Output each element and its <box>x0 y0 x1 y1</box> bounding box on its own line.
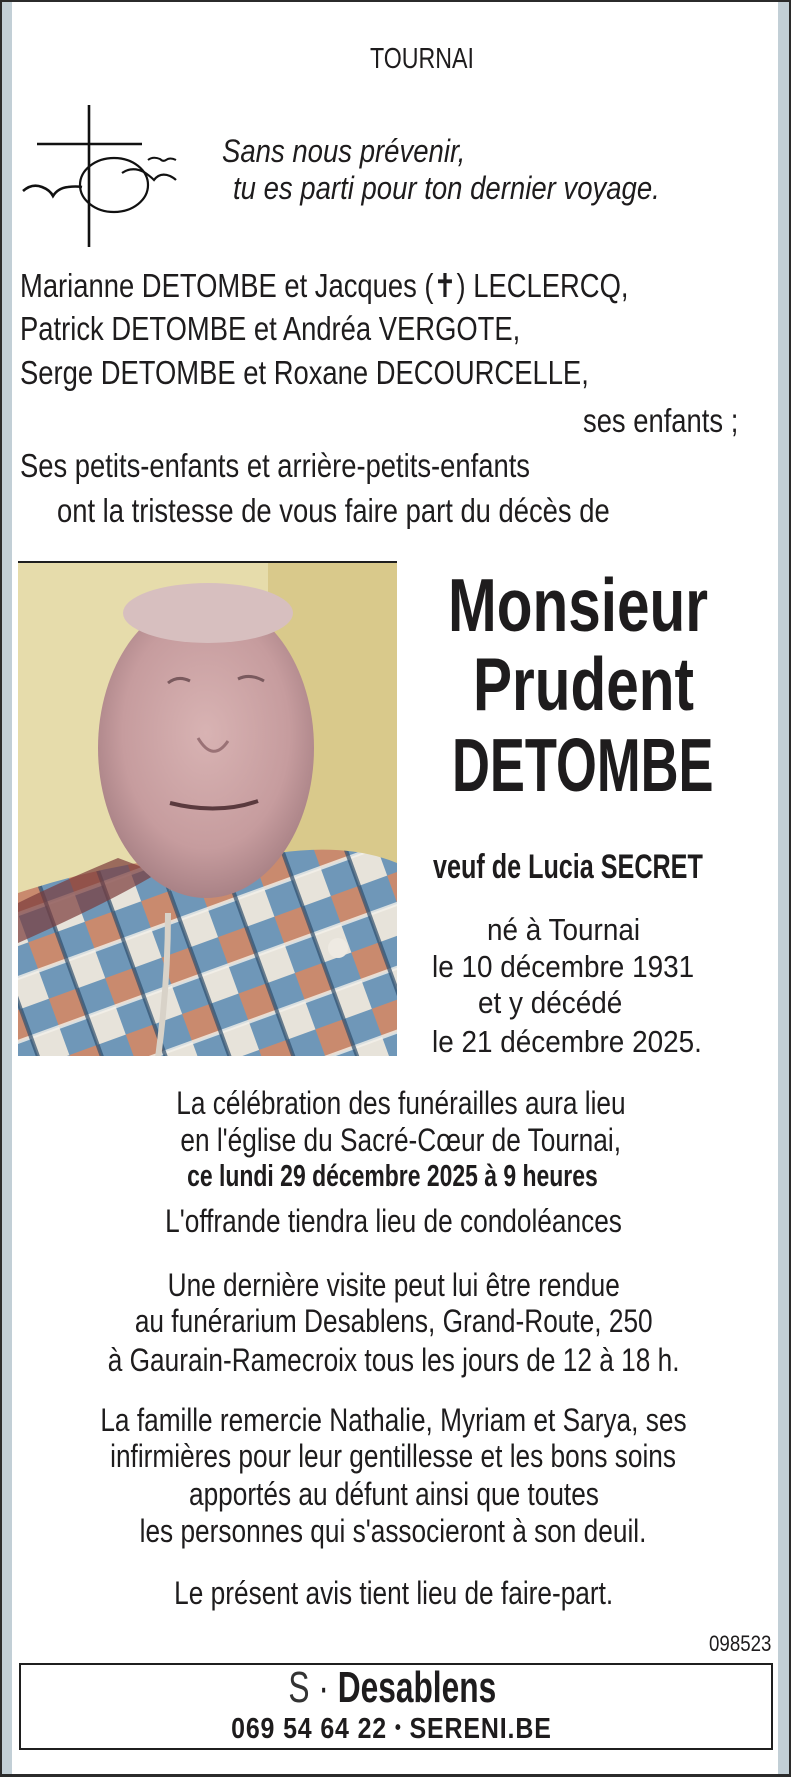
widow-of: veuf de Lucia SECRET <box>433 848 703 886</box>
funeral-home-contact <box>0 1715 787 1744</box>
visit-line-1: Une dernière visite peut lui être rendue <box>167 1267 620 1303</box>
offering-line: L'offrande tiendra lieu de condoléances <box>165 1203 622 1239</box>
birth-date: le 10 décembre 1931 <box>432 949 695 984</box>
phone-number[interactable]: 069 54 64 22 <box>231 1713 388 1745</box>
funeral-home-brand <box>0 1663 788 1712</box>
city-heading-text: TOURNAI <box>370 43 474 75</box>
funeral-line-1: La célébration des funérailles aura lieu <box>175 1085 626 1121</box>
family-line-3: Serge DETOMBE et Roxane DECOURCELLE, <box>20 354 589 391</box>
family-line-2: Patrick DETOMBE et Andréa VERGOTE, <box>20 310 521 347</box>
death-date: le 21 décembre 2025. <box>432 1024 702 1059</box>
family-relation: ses enfants ; <box>583 402 739 439</box>
funeral-datetime: ce lundi 29 décembre 2025 à 9 heures <box>187 1158 598 1193</box>
deceased-first-name: Prudent <box>473 642 695 726</box>
funeral-line-2: en l'église du Sacré-Cœur de Tournai, <box>180 1122 621 1158</box>
deceased-last-name: DETOMBE <box>452 723 714 807</box>
family-line-1: Marianne DETOMBE et Jacques (✝) LECLERCQ, <box>20 267 629 304</box>
reference-number: 098523 <box>708 1631 771 1656</box>
contact-separator: • <box>394 1717 402 1739</box>
thanks-line-4: les personnes qui s'associeront à son deuil. <box>140 1513 647 1549</box>
city-heading <box>370 45 500 74</box>
announcement-line: ont la tristesse de vous faire part du décès de <box>57 492 610 529</box>
grandchildren-line: Ses petits-enfants et arrière-petits-enfants <box>20 447 531 484</box>
quote-line-1: Sans nous prévenir, <box>222 133 466 169</box>
thanks-line-2: infirmières pour leur gentillesse et les bons soins <box>110 1438 677 1474</box>
visit-line-2: au funérarium Desablens, Grand-Route, 250 <box>134 1303 653 1339</box>
brand-name: Desablens <box>337 1663 497 1712</box>
death-place: et y décédé <box>478 985 623 1020</box>
cross-sun-birds-icon <box>20 100 180 250</box>
website-link[interactable]: SERENI.BE <box>409 1713 552 1745</box>
closing-line: Le présent avis tient lieu de faire-part. <box>173 1575 614 1611</box>
funeral-home-logo-icon: S <box>288 1663 310 1712</box>
brand-separator: · <box>318 1663 330 1712</box>
quote-line-2: tu es parti pour ton dernier voyage. <box>233 170 660 206</box>
birth-place: né à Tournai <box>487 912 641 947</box>
deceased-title: Monsieur <box>448 563 709 647</box>
visit-line-3: à Gaurain-Ramecroix tous les jours de 12 à 18 h. <box>107 1342 680 1378</box>
thanks-line-3: apportés au défunt ainsi que toutes <box>188 1476 599 1512</box>
deceased-photo <box>18 561 397 1056</box>
thanks-line-1: La famille remercie Nathalie, Myriam et Sarya, ses <box>100 1402 687 1438</box>
portrait-image <box>18 563 397 1056</box>
